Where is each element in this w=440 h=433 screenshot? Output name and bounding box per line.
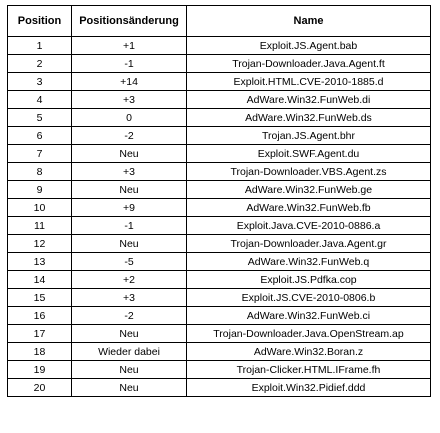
cell-position: 18 bbox=[8, 343, 72, 361]
table-header bbox=[8, 6, 431, 37]
table-row bbox=[8, 253, 431, 271]
cell-position: 3 bbox=[8, 73, 72, 91]
cell-name: Exploit.Java.CVE-2010-0886.a bbox=[187, 217, 431, 235]
cell-name: AdWare.Win32.FunWeb.di bbox=[187, 91, 431, 109]
cell-position: 12 bbox=[8, 235, 72, 253]
cell-position-change: 0 bbox=[72, 109, 187, 127]
cell-position-change: Neu bbox=[72, 361, 187, 379]
cell-position: 17 bbox=[8, 325, 72, 343]
cell-position-change: +3 bbox=[72, 163, 187, 181]
cell-position-change: Neu bbox=[72, 235, 187, 253]
cell-name: Trojan-Downloader.Java.Agent.ft bbox=[187, 55, 431, 73]
cell-name: Exploit.JS.Pdfka.cop bbox=[187, 271, 431, 289]
cell-position-change: Neu bbox=[72, 379, 187, 397]
cell-position-change: +2 bbox=[72, 271, 187, 289]
cell-position: 19 bbox=[8, 361, 72, 379]
column-header-name: Name bbox=[187, 6, 431, 37]
cell-position: 1 bbox=[8, 37, 72, 55]
cell-name: Trojan-Downloader.VBS.Agent.zs bbox=[187, 163, 431, 181]
cell-position-change: Neu bbox=[72, 325, 187, 343]
cell-name: Exploit.JS.CVE-2010-0806.b bbox=[187, 289, 431, 307]
cell-name: AdWare.Win32.FunWeb.ds bbox=[187, 109, 431, 127]
cell-position: 2 bbox=[8, 55, 72, 73]
table-row bbox=[8, 235, 431, 253]
cell-position-change: +3 bbox=[72, 289, 187, 307]
table-row bbox=[8, 181, 431, 199]
header-row bbox=[8, 6, 431, 37]
cell-position: 7 bbox=[8, 145, 72, 163]
cell-position-change: Wieder dabei bbox=[72, 343, 187, 361]
column-header-position-change: Positionsänderung bbox=[72, 6, 187, 37]
cell-position: 10 bbox=[8, 199, 72, 217]
cell-name: AdWare.Win32.Boran.z bbox=[187, 343, 431, 361]
cell-name: Trojan-Downloader.Java.Agent.gr bbox=[187, 235, 431, 253]
table-row bbox=[8, 199, 431, 217]
cell-position-change: +9 bbox=[72, 199, 187, 217]
cell-position: 6 bbox=[8, 127, 72, 145]
cell-name: AdWare.Win32.FunWeb.ge bbox=[187, 181, 431, 199]
cell-position-change: +3 bbox=[72, 91, 187, 109]
cell-position-change: -5 bbox=[72, 253, 187, 271]
cell-position-change: -1 bbox=[72, 217, 187, 235]
cell-position: 14 bbox=[8, 271, 72, 289]
table-row bbox=[8, 145, 431, 163]
cell-name: Trojan.JS.Agent.bhr bbox=[187, 127, 431, 145]
cell-position-change: -1 bbox=[72, 55, 187, 73]
cell-position-change: +1 bbox=[72, 37, 187, 55]
malware-ranking-table bbox=[7, 5, 431, 397]
cell-position: 16 bbox=[8, 307, 72, 325]
cell-name: Exploit.HTML.CVE-2010-1885.d bbox=[187, 73, 431, 91]
table-row bbox=[8, 379, 431, 397]
cell-position: 8 bbox=[8, 163, 72, 181]
cell-position: 5 bbox=[8, 109, 72, 127]
cell-position: 20 bbox=[8, 379, 72, 397]
cell-name: Exploit.JS.Agent.bab bbox=[187, 37, 431, 55]
table-row bbox=[8, 217, 431, 235]
cell-name: Exploit.SWF.Agent.du bbox=[187, 145, 431, 163]
cell-position-change: +14 bbox=[72, 73, 187, 91]
cell-position-change: -2 bbox=[72, 127, 187, 145]
cell-position-change: Neu bbox=[72, 181, 187, 199]
cell-position-change: -2 bbox=[72, 307, 187, 325]
cell-position: 13 bbox=[8, 253, 72, 271]
cell-position: 15 bbox=[8, 289, 72, 307]
cell-position: 11 bbox=[8, 217, 72, 235]
table-row bbox=[8, 343, 431, 361]
cell-position: 4 bbox=[8, 91, 72, 109]
malware-ranking-table-container bbox=[7, 5, 431, 397]
cell-name: Trojan-Downloader.Java.OpenStream.ap bbox=[187, 325, 431, 343]
cell-name: Trojan-Clicker.HTML.IFrame.fh bbox=[187, 361, 431, 379]
table-row bbox=[8, 163, 431, 181]
table-body bbox=[8, 37, 431, 397]
cell-name: Exploit.Win32.Pidief.ddd bbox=[187, 379, 431, 397]
cell-name: AdWare.Win32.FunWeb.fb bbox=[187, 199, 431, 217]
table-row bbox=[8, 73, 431, 91]
table-row bbox=[8, 127, 431, 145]
table-row bbox=[8, 109, 431, 127]
table-row bbox=[8, 37, 431, 55]
table-row bbox=[8, 91, 431, 109]
table-row bbox=[8, 55, 431, 73]
table-row bbox=[8, 361, 431, 379]
table-row bbox=[8, 271, 431, 289]
table-row bbox=[8, 325, 431, 343]
table-row bbox=[8, 307, 431, 325]
cell-name: AdWare.Win32.FunWeb.ci bbox=[187, 307, 431, 325]
column-header-position: Position bbox=[8, 6, 72, 37]
cell-position-change: Neu bbox=[72, 145, 187, 163]
cell-name: AdWare.Win32.FunWeb.q bbox=[187, 253, 431, 271]
cell-position: 9 bbox=[8, 181, 72, 199]
table-row bbox=[8, 289, 431, 307]
